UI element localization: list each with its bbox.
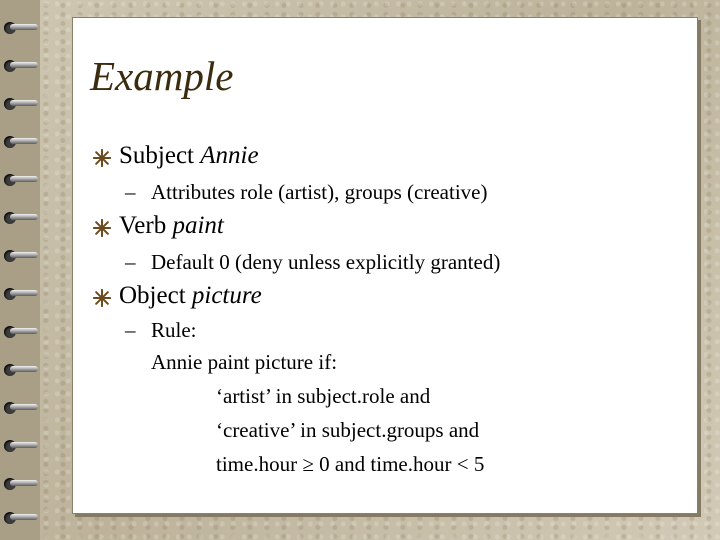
starburst-bullet-icon	[93, 149, 111, 167]
bullet-text	[119, 212, 224, 240]
binding-ring	[4, 20, 38, 34]
sub-bullet-dash: –	[125, 180, 136, 204]
binding-ring	[4, 362, 38, 376]
binding-ring	[4, 510, 38, 524]
rule-line: ‘creative’ in subject.groups and	[216, 418, 480, 442]
bullet-label: Object	[119, 282, 186, 309]
sub-bullet-text: Default 0 (deny unless explicitly granted)	[151, 250, 501, 274]
sub-bullet-dash: –	[125, 250, 136, 274]
binding-ring	[4, 476, 38, 490]
bullet-value: picture	[191, 282, 262, 309]
starburst-bullet-icon	[93, 289, 111, 307]
rule-line: time.hour ≥ 0 and time.hour < 5	[216, 452, 485, 476]
binding-ring	[4, 96, 38, 110]
binding-ring	[4, 286, 38, 300]
bullet-label: Verb	[119, 212, 167, 239]
sub-bullet-dash: –	[125, 318, 136, 342]
rule-line: ‘artist’ in subject.role and	[216, 384, 431, 408]
spiral-binding	[0, 0, 40, 540]
binding-ring	[4, 210, 38, 224]
binding-ring	[4, 324, 38, 338]
bullet-label: Subject	[119, 142, 194, 169]
bullet-text	[119, 282, 262, 310]
sub-bullet-text: Attributes role (artist), groups (creative)	[151, 180, 488, 204]
binding-ring	[4, 438, 38, 452]
binding-ring	[4, 248, 38, 262]
binding-ring	[4, 172, 38, 186]
binding-ring	[4, 58, 38, 72]
binding-ring	[4, 134, 38, 148]
rule-line: Annie paint picture if:	[151, 350, 338, 374]
bullet-value: paint	[172, 212, 224, 239]
binding-ring	[4, 400, 38, 414]
bullet-value: Annie	[200, 142, 259, 169]
starburst-bullet-icon	[93, 219, 111, 237]
bullet-text	[119, 142, 259, 170]
slide-title: Example	[90, 53, 234, 99]
sub-bullet-text: Rule:	[151, 318, 197, 342]
